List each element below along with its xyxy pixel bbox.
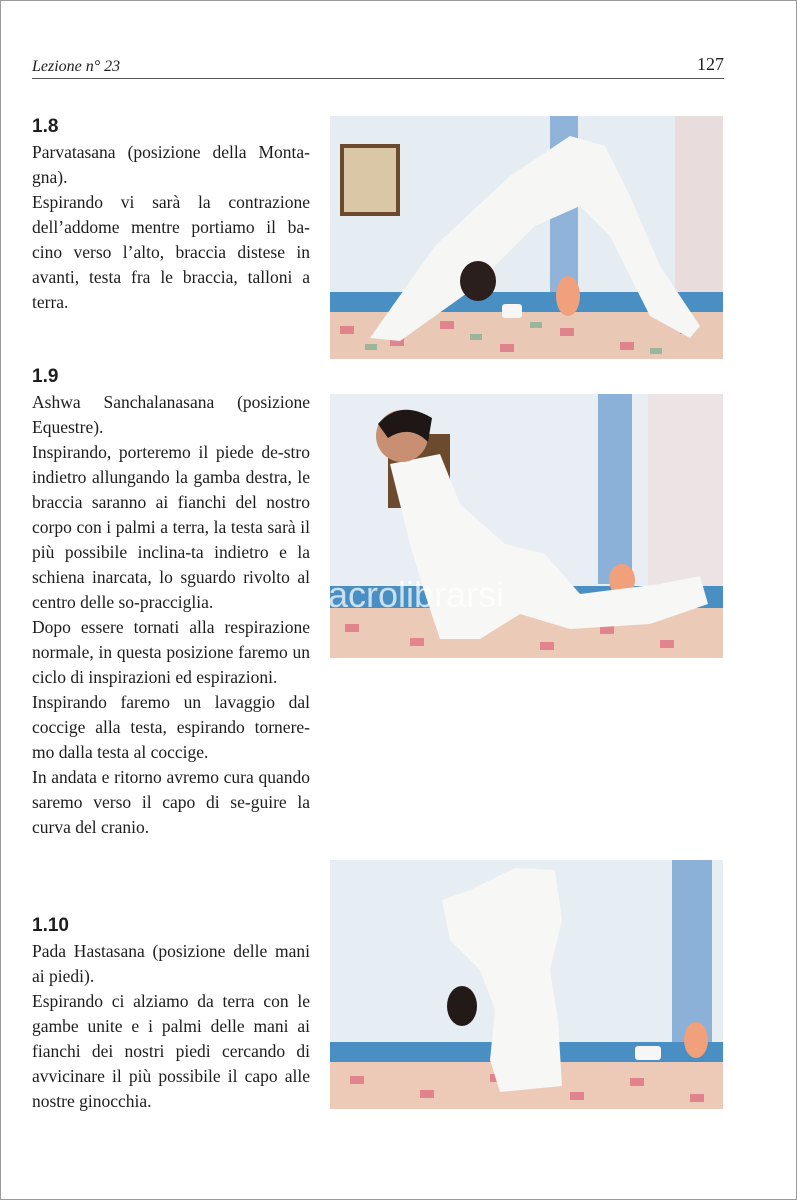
paragraph: Espirando ci alziamo da terra con le gambe unite e i palmi delle mani ai fianchi dei nostri piedi cercando di avvicinare il più possibile il capo alle nostre ginocchia. [32,991,310,1111]
section-number: 1.8 [32,116,59,137]
section-1-8 [32,116,310,315]
photo-parvatasana-image [330,116,723,359]
page-number: 127 [697,54,724,74]
photo-ashwa-sanchalanasana-image [330,394,723,658]
watermark-logo-icon [262,586,296,620]
paragraph: Pada Hastasana (posizione delle mani ai piedi). [32,941,310,986]
paragraph: Inspirando faremo un lavaggio dal coccige alla testa, espirando tornere-mo dalla testa al coccige. [32,692,310,762]
watermark: macrolibrarsi [298,574,505,615]
section-number: 1.10 [32,915,69,936]
photo-pada-hastasana-image [330,860,723,1109]
photo-parvatasana [330,116,723,359]
section-1-10 [32,915,310,1114]
paragraph: Dopo essere tornati alla respirazione normale, in questa posizione faremo un ciclo di inspirazioni ed espirazioni. [32,617,310,687]
lesson-label: Lezione n° 23 [32,58,121,75]
paragraph: In andata e ritorno avremo cura quando saremo verso il capo di se-guire la curva del cranio. [32,767,310,837]
paragraph: Parvatasana (posizione della Monta-gna). [32,142,310,187]
photo-pada-hastasana [330,860,723,1109]
section-number: 1.9 [32,366,59,387]
paragraph: Ashwa Sanchalanasana (posizione Equestre). [32,392,310,437]
photo-ashwa-sanchalanasana [330,394,723,658]
paragraph: Espirando vi sarà la contrazione dell’addome mentre portiamo il ba-cino verso l’alto, braccia distese in avanti, testa fra le braccia, talloni a terra. [32,192,310,312]
paragraph: Inspirando, porteremo il piede de-stro indietro allungando la gamba destra, le braccia saranno ai fianchi del nostro corpo con i palmi a terra, la testa sarà il più possibile inclina-ta indietro e la schiena inarcata, lo sguardo rivolto al centro delle so-pracciglia. [32,442,310,612]
running-header [32,52,724,79]
